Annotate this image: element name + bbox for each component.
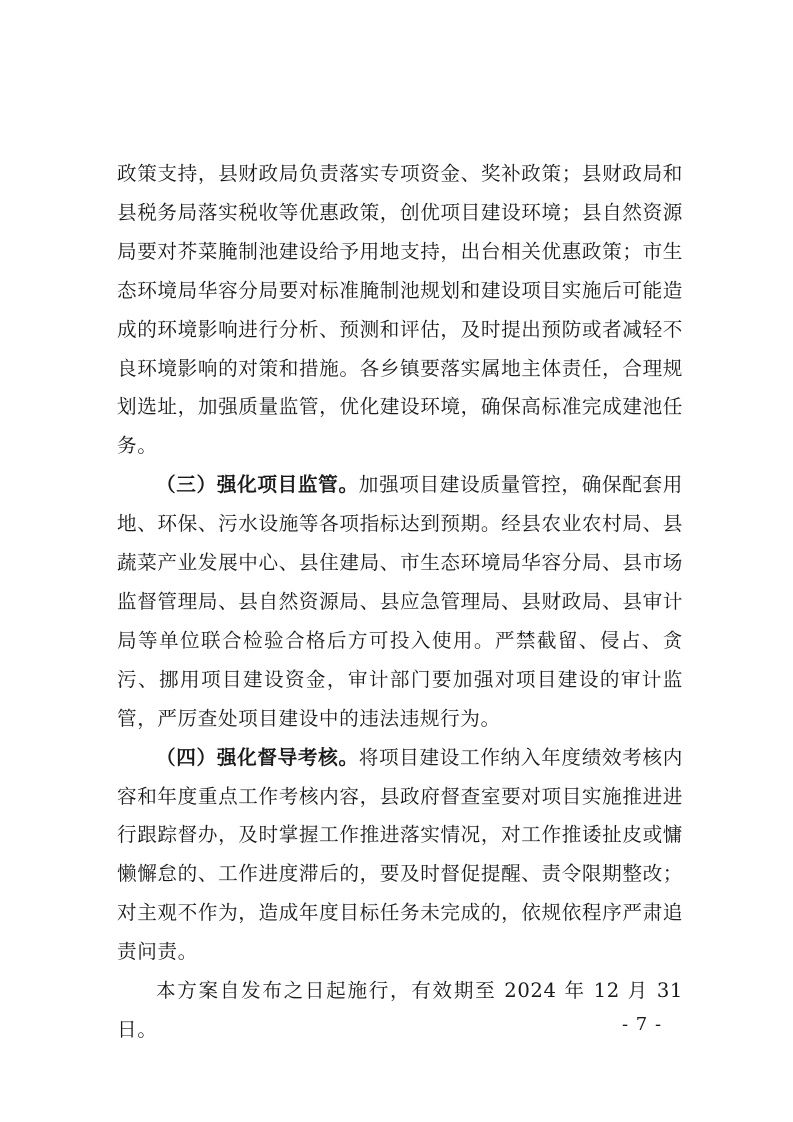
paragraph-continuation bbox=[117, 155, 683, 466]
document-body bbox=[117, 155, 683, 1050]
paragraph-text: 加强项目建设质量管控，确保配套用地、环保、污水设施等各项指标达到预期。经县农业农村局、县蔬菜产业发展中心、县住建局、市生态环境局华容分局、县市场监督管理局、县自然资源局、县应急管理局、县财政局、县审计局等单位联合检验合格后方可投入使用。严禁截留、侵占、贪污、挪用项目建设资金，审计部门要加强对项目建设的审计监管，严厉查处项目建设中的违法违规行为。 bbox=[117, 473, 683, 730]
paragraph-text: 将项目建设工作纳入年度绩效考核内容和年度重点工作考核内容，县政府督查室要对项目实施推进进行跟踪督办，及时掌握工作推进落实情况，对工作推诿扯皮或慵懒懈怠的、工作进度滞后的，要及时督促提醒、责令限期整改；对主观不作为，造成年度目标任务未完成的，依规依程序严肃追责问责。 bbox=[117, 745, 683, 964]
section-heading-supervision: （三）强化项目监管。 bbox=[156, 473, 359, 497]
paragraph-text: 本方案自发布之日起施行，有效期至 2024 年 12 月 31 日。 bbox=[117, 979, 683, 1041]
page-number: - 7 - bbox=[622, 1014, 663, 1035]
section-heading-assessment: （四）强化督导考核。 bbox=[156, 745, 359, 769]
paragraph-strengthen-supervision bbox=[117, 466, 683, 738]
paragraph-effective-date bbox=[117, 972, 683, 1050]
paragraph-text: 政策支持，县财政局负责落实专项资金、奖补政策；县财政局和县税务局落实税收等优惠政策，创优项目建设环境；县自然资源局要对芥菜腌制池建设给予用地支持，出台相关优惠政策；市生态环境局华容分局要对标准腌制池规划和建设项目实施后可能造成的环境影响进行分析、预测和评估，及时提出预防或者减轻不良环境影响的对策和措施。各乡镇要落实属地主体责任，合理规划选址，加强质量监管，优化建设环境，确保高标准完成建池任务。 bbox=[117, 162, 683, 458]
paragraph-strengthen-assessment bbox=[117, 739, 683, 972]
